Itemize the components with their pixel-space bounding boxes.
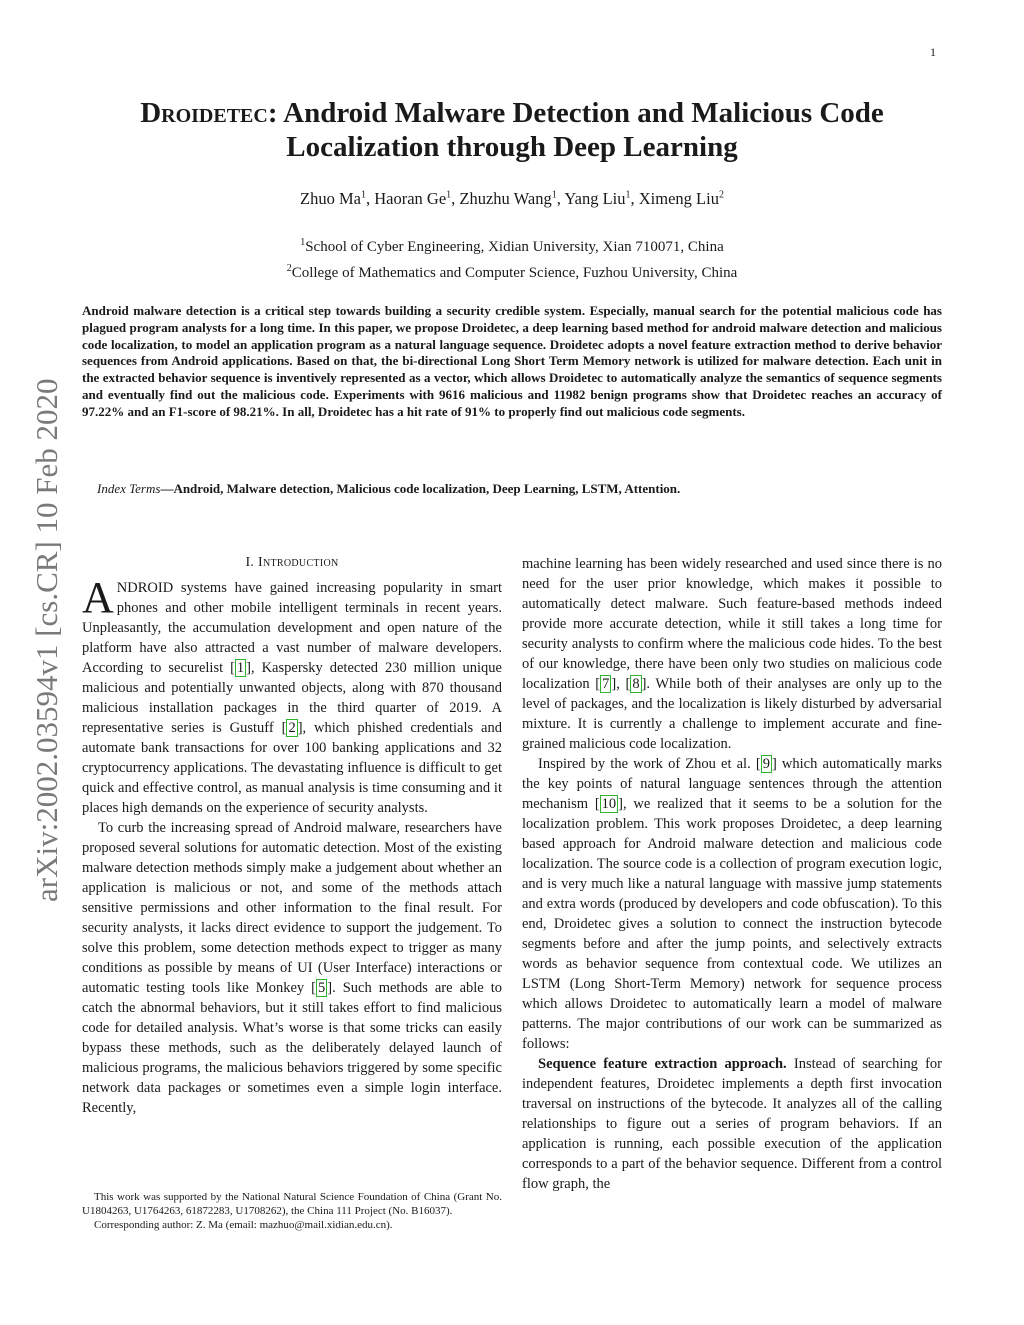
author-name: Ximeng Liu bbox=[638, 189, 719, 208]
index-terms-text: —Android, Malware detection, Malicious code localization, Deep Learning, LSTM, Attention. bbox=[160, 481, 681, 496]
author-affiliation-mark: 1 bbox=[551, 189, 557, 201]
author-affiliation-mark: 2 bbox=[718, 189, 724, 201]
author-name: Haoran Ge bbox=[374, 189, 447, 208]
citation-link[interactable]: 10 bbox=[601, 796, 617, 812]
citation-link[interactable]: 2 bbox=[288, 720, 296, 736]
title-line2: Localization through Deep Learning bbox=[286, 131, 738, 163]
page-number: 1 bbox=[930, 45, 936, 59]
paragraph: machine learning has been widely researched and used since there is no need for the user prior knowledge, which makes it possible to automatically detect malware. Such feature-based methods indeed provide more accurate detection, while it still takes a long time for security analysts to confirm where the malicious code hides. To the best of our knowledge, there have been only two studies on malicious code localization [ 7 ], [ 8 ]. While both of their analyses are only up to the level of packages, and the localization is likely disturbed by adversarial mixture. It is currently a challenge to implement accurate and fine-grained malicious code localization. bbox=[522, 556, 942, 752]
author-list: Zhuo Ma$^1$, Haoran Ge$^1$, Zhuzhu Wang$^1$, Yang Liu$^1$, Ximeng Liu$^2$ bbox=[300, 189, 724, 208]
index-terms-label: Index Terms bbox=[97, 481, 161, 496]
author-name: Yang Liu bbox=[564, 189, 626, 208]
affiliations bbox=[80, 232, 944, 284]
arxiv-stamp[interactable]: arXiv:2002.03594v1 [cs.CR] 10 Feb 2020 bbox=[29, 378, 64, 902]
author-affiliation-mark: 1 bbox=[625, 189, 631, 201]
footnote-corresponding: Corresponding author: Z. Ma (email: mazhuo@mail.xidian.edu.cn). bbox=[94, 1219, 393, 1231]
title-system-name: Droidetec bbox=[140, 97, 268, 129]
left-column bbox=[82, 573, 502, 1118]
citation-link[interactable]: 7 bbox=[602, 676, 610, 692]
affiliation-line: $^1$School of Cyber Engineering, Xidian University, Xian 710071, China bbox=[300, 237, 724, 255]
title-line1-rest: : Android Malware Detection and Malicious Code bbox=[267, 97, 884, 129]
paper-title bbox=[80, 96, 944, 164]
index-terms bbox=[82, 480, 942, 497]
paragraph: Sequence feature extraction approach. Instead of searching for independent features, Droidetec implements a depth first invocation traversal on instructions of the bytecode. It analyzes all of the calling relationships to figure out a series of program behaviors. If an application is running, each possible execution of the application corresponds to a part of the behavior sequence. Different from a control flow graph, the bbox=[522, 1056, 942, 1192]
right-column bbox=[522, 554, 942, 1194]
contribution-heading: Sequence feature extraction approach. bbox=[538, 1056, 787, 1072]
author-name: Zhuo Ma bbox=[300, 189, 361, 208]
drop-cap: A bbox=[82, 573, 114, 622]
author-affiliation-mark: 1 bbox=[360, 189, 366, 201]
paragraph: To curb the increasing spread of Android malware, researchers have proposed several solutions for automatic detection. Most of the existing malware detection methods simply make a judgement about whether an application is malicious or not, and some of the methods attach sensitive permissions and other information to the final result. For security analysts, it lacks direct evidence to support the judgement. To solve this problem, some detection methods expect to trigger as many conditions as possible by means of UI (User Interface) interactions or automatic testing tools like Monkey [ 5 ]. Such methods are able to catch the abnormal behaviors, but it still takes effort to find malicious code for detailed analysis. What’s worse is that some tricks can easily bypass these methods, such as the deliberately delayed launch of malicious programs, the malicious behaviors triggered by some specific network data packages or sometimes even a simple login interface. Recently, bbox=[82, 820, 502, 1116]
citation-link[interactable]: 5 bbox=[317, 980, 326, 996]
footnote-funding: This work was supported by the National Natural Science Foundation of China (Grant No. U1804263, U1764263, 61872283, U1708262), the China 111 Project (No. B16037). bbox=[82, 1191, 502, 1217]
affiliation-line: $^2$College of Mathematics and Computer Science, Fuzhou University, China bbox=[286, 263, 738, 281]
citation-link[interactable]: 8 bbox=[632, 676, 640, 692]
paragraph: Inspired by the work of Zhou et al. [ 9 ] which automatically marks the key points of natural language sentences through the attention mechanism [ 10 ], we realized that it seems to be a solution for the localization problem. This work proposes Droidetec, a deep learning based approach for Android malware detection and malicious code localization. The source code is a collection of program execution logic, and is very much like a natural language with massive jump statements and extra words (produced by developers and code obfuscation). To this end, Droidetec gives a solution to connect the instruction bytecode segments before and after the jump points, and selectively extracts words as behavior sequence from contextual code. We utilizes an LSTM (Long Short-Term Memory) network for sequence process which allows Droidetec to automatically learn a model of malware patterns. The major contributions of our work can be summarized as follows: bbox=[522, 756, 942, 1052]
author-affiliation-mark: 1 bbox=[446, 189, 452, 201]
paragraph: ANDROID systems have gained increasing popularity in smart phones and other mobile intelligent terminals in recent years. Unpleasantly, the accumulation development and open nature of the platform have also attracted a vast number of malware developers. According to securelist [ 1 ], Kaspersky detected 230 million unique malicious and potentially unwanted objects, along with 870 thousand malicious installation packages in the third quarter of 2019. A representative series is Gustuff [ 2 ], which phished credentials and automate bank transactions for over 100 banking applications and 32 cryptocurrency applications. The devastating influence is difficult to get quick and effective control, as manual analysis is time consuming and it places high demands on the experience of security analysts. bbox=[82, 573, 502, 816]
author-name: Zhuzhu Wang bbox=[459, 189, 552, 208]
footnotes bbox=[82, 1190, 502, 1232]
citation-link[interactable]: 9 bbox=[762, 756, 770, 772]
citation-link[interactable]: 1 bbox=[236, 660, 245, 676]
section-heading: I. Introduction bbox=[245, 555, 339, 570]
abstract: Android malware detection is a critical step towards building a security credible system. Especially, manual search for the potential malicious code has plagued program analysts for a long time. In this paper, we propose Droidetec, a deep learning based method for android malware detection and malicious code localization, to model an application program as a natural language sequence. Droidetec adopts a novel feature extraction method to derive behavior sequences from Android applications. Based on that, the bi-directional Long Short Term Memory network is utilized for malware detection. Each unit in the extracted behavior sequence is inventively represented as a vector, which allows Droidetec to automatically analyze the semantics of sequence segments and eventually find out the malicious code. Experiments with 9616 malicious and 11982 benign programs show that Droidetec reaches an accuracy of 97.22% and an F1-score of 98.21%. In all, Droidetec has a hit rate of 91% to properly find out malicious code segments. bbox=[82, 303, 942, 419]
